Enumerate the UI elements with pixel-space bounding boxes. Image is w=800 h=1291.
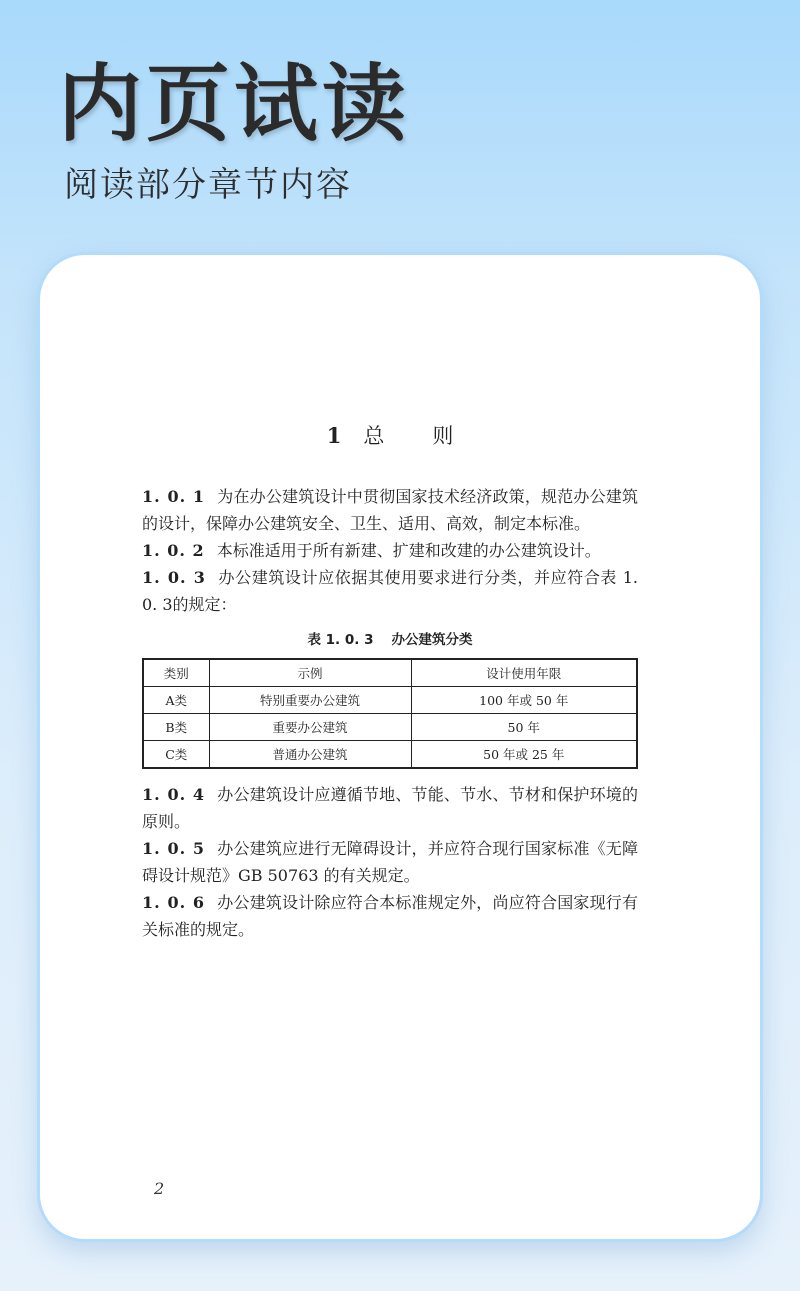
page-number: 2 [154, 1179, 165, 1198]
chapter-heading [142, 425, 638, 447]
table-row [143, 741, 637, 769]
chapter-title-part1: 总 [363, 424, 385, 448]
table-header-cell: 示例 [209, 659, 411, 687]
table-caption-title: 办公建筑分类 [391, 632, 473, 648]
table-cell: 特别重要办公建筑 [209, 687, 411, 714]
clause-1-0-1 [142, 483, 638, 537]
chapter-title-part2: 则 [432, 424, 454, 448]
clause-text: 办公建筑设计除应符合本标准规定外，尚应符合国家现行有关标准的规定。 [142, 893, 638, 939]
table-row [143, 714, 637, 741]
document-body [142, 425, 638, 943]
clause-number: 1. 0. 2 [142, 541, 205, 560]
clause-number: 1. 0. 5 [142, 839, 206, 858]
table-cell: C类 [143, 741, 209, 769]
table-caption-number: 表 1. 0. 3 [307, 632, 374, 648]
clause-1-0-2 [142, 537, 638, 564]
classification-table [142, 658, 638, 769]
clause-1-0-4 [142, 781, 638, 835]
table-caption [142, 628, 638, 648]
clause-text: 办公建筑应进行无障碍设计，并应符合现行国家标准《无障碍设计规范》GB 50763 的有关规定。 [142, 839, 638, 885]
table-header-cell: 类别 [143, 659, 209, 687]
clause-1-0-5 [142, 835, 638, 889]
banner-title: 内页试读 [58, 55, 411, 153]
table-cell: A类 [143, 687, 209, 714]
table-cell: B类 [143, 714, 209, 741]
clause-number: 1. 0. 6 [142, 893, 206, 912]
table-cell: 重要办公建筑 [209, 714, 411, 741]
table-row [143, 687, 637, 714]
clause-number: 1. 0. 4 [142, 785, 206, 804]
clause-text: 本标准适用于所有新建、扩建和改建的办公建筑设计。 [216, 541, 601, 560]
table-cell: 普通办公建筑 [209, 741, 411, 769]
clause-number: 1. 0. 1 [142, 487, 206, 506]
chapter-number: 1 [326, 423, 342, 448]
clause-text: 办公建筑设计应遵循节地、节能、节水、节材和保护环境的原则。 [142, 785, 638, 831]
table-cell: 100 年或 50 年 [411, 687, 637, 714]
clause-1-0-3 [142, 564, 638, 618]
table-cell: 50 年或 25 年 [411, 741, 637, 769]
clause-text: 办公建筑设计应依据其使用要求进行分类，并应符合表 1. 0. 3的规定： [142, 568, 638, 614]
table-header-row [143, 659, 637, 687]
clause-1-0-6 [142, 889, 638, 943]
clause-text: 为在办公建筑设计中贯彻国家技术经济政策，规范办公建筑的设计，保障办公建筑安全、卫生、适用、高效，制定本标准。 [142, 487, 638, 533]
table-header-cell: 设计使用年限 [411, 659, 637, 687]
document-page-card [37, 252, 763, 1242]
table-cell: 50 年 [411, 714, 637, 741]
banner-subtitle: 阅读部分章节内容 [64, 165, 352, 205]
clause-number: 1. 0. 3 [142, 568, 206, 587]
